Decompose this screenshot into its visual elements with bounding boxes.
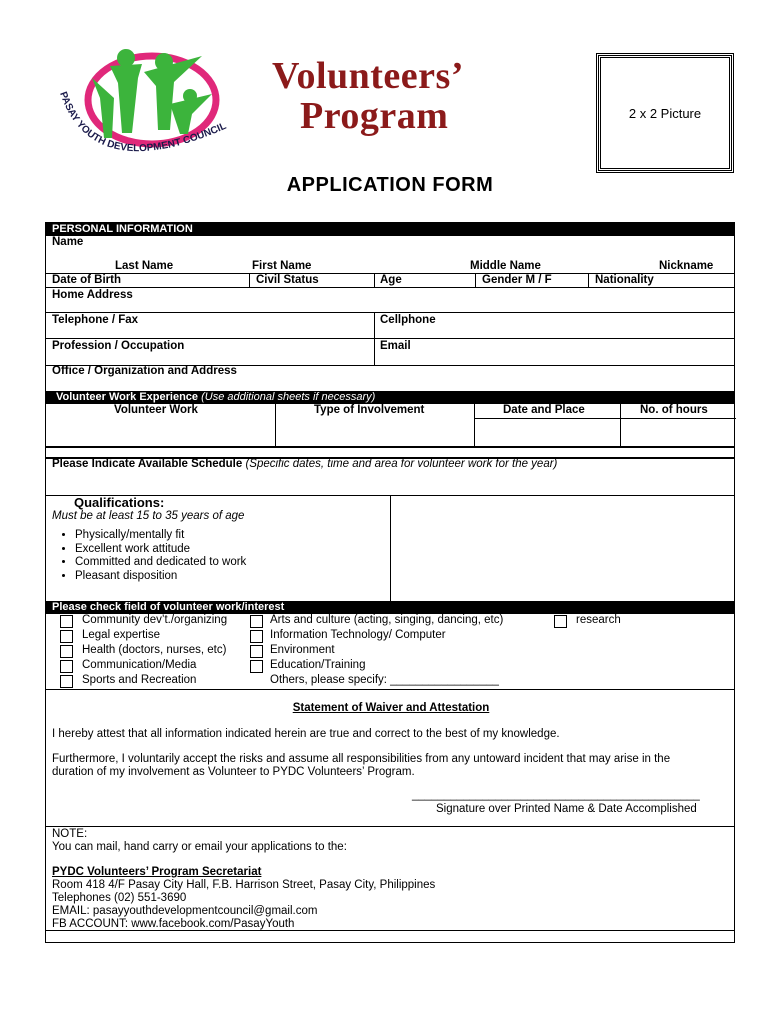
cellphone-label: Cellphone [380, 314, 436, 326]
qualifications-title: Qualifications: [74, 495, 165, 510]
waiver-p2b: duration of my involvement as Volunteer to PYDC Volunteers’ Program. [52, 766, 415, 778]
interest-others[interactable]: Others, please specify: _________________ [270, 674, 499, 686]
middle-name-label: Middle Name [470, 260, 541, 272]
checkbox-health[interactable] [60, 645, 73, 658]
checkbox-research[interactable] [554, 615, 567, 628]
form-title: APPLICATION FORM [286, 174, 494, 196]
experience-header: Volunteer Work Experience (Use additional sheets if necessary) [46, 391, 734, 404]
interest-community: Community dev’t./organizing [82, 614, 228, 626]
signature-line: _____________________________________________ [412, 789, 700, 801]
photo-box: 2 x 2 Picture [596, 53, 734, 173]
application-form [45, 222, 735, 943]
checkbox-sports[interactable] [60, 675, 73, 688]
checkbox-education[interactable] [250, 660, 263, 673]
checkbox-legal[interactable] [60, 630, 73, 643]
fb-account: FB ACCOUNT: www.facebook.com/PasayYouth [52, 918, 295, 930]
logo-text: PASAY YOUTH DEVELOPMENT COUNCIL [57, 90, 229, 155]
checkbox-arts[interactable] [250, 615, 263, 628]
col-volunteer-work: Volunteer Work [114, 404, 198, 416]
name-label: Name [52, 236, 84, 248]
civil-status-label: Civil Status [256, 274, 319, 286]
col-date-place: Date and Place [503, 404, 585, 416]
personal-info-header: PERSONAL INFORMATION [46, 223, 734, 236]
room-address: Room 418 4/F Pasay City Hall, F.B. Harrison Street, Pasay City, Philippines [52, 879, 436, 891]
checkbox-community[interactable] [60, 615, 73, 628]
interest-education: Education/Training [270, 659, 366, 671]
list-item: • Pleasant disposition [75, 570, 246, 584]
col-hours: No. of hours [640, 404, 708, 416]
gender-label: Gender M / F [482, 274, 552, 286]
first-name-label: First Name [252, 260, 312, 272]
schedule-label: Please Indicate Available Schedule (Specific dates, time and area for volunteer work for the year) [52, 458, 558, 470]
home-address-label: Home Address [52, 289, 133, 301]
checkbox-communication[interactable] [60, 660, 73, 673]
telephones: Telephones (02) 551-3690 [52, 892, 187, 904]
waiver-p2a: Furthermore, I voluntarily accept the risks and assume all responsibilities from any untoward incident that may arise in the [52, 753, 671, 765]
office-label: Office / Organization and Address [52, 365, 237, 377]
interest-health: Health (doctors, nurses, etc) [82, 644, 227, 656]
qualifications-subtitle: Must be at least 15 to 35 years of age [52, 510, 245, 522]
checkbox-environment[interactable] [250, 645, 263, 658]
waiver-title: Statement of Waiver and Attestation [292, 702, 490, 714]
interest-sports: Sports and Recreation [82, 674, 197, 686]
col-type-involvement: Type of Involvement [314, 404, 425, 416]
interest-arts: Arts and culture (acting, singing, dancing, etc) [270, 614, 504, 626]
note-label: NOTE: [52, 828, 88, 840]
interest-it: Information Technology/ Computer [270, 629, 446, 641]
interest-environment: Environment [270, 644, 335, 656]
interest-legal: Legal expertise [82, 629, 160, 641]
email-line: EMAIL: pasayyouthdevelopmentcouncil@gmail.com [52, 905, 318, 917]
secretariat: PYDC Volunteers’ Program Secretariat [52, 866, 262, 878]
interest-research: research [576, 614, 621, 626]
email-label: Email [380, 340, 411, 352]
last-name-label: Last Name [115, 260, 174, 272]
list-item: • Physically/mentally fit [75, 529, 246, 543]
list-item: • Committed and dedicated to work [75, 556, 246, 570]
interest-header: Please check field of volunteer work/interest [46, 601, 734, 614]
telephone-label: Telephone / Fax [52, 314, 139, 326]
waiver-p1: I hereby attest that all information indicated herein are true and correct to the best of my knowledge. [52, 728, 560, 740]
note-line: You can mail, hand carry or email your applications to the: [52, 841, 347, 853]
profession-label: Profession / Occupation [52, 340, 185, 352]
qualifications-list [52, 529, 246, 583]
nickname-label: Nickname [659, 260, 714, 272]
interest-communication: Communication/Media [82, 659, 197, 671]
dob-label: Date of Birth [52, 274, 121, 286]
nationality-label: Nationality [595, 274, 654, 286]
age-label: Age [380, 274, 402, 286]
signature-label: Signature over Printed Name & Date Accomplished [436, 803, 697, 815]
page-title: Volunteers’ Program [272, 55, 464, 137]
pydc-logo [52, 38, 232, 168]
checkbox-it[interactable] [250, 630, 263, 643]
list-item: • Excellent work attitude [75, 543, 246, 557]
